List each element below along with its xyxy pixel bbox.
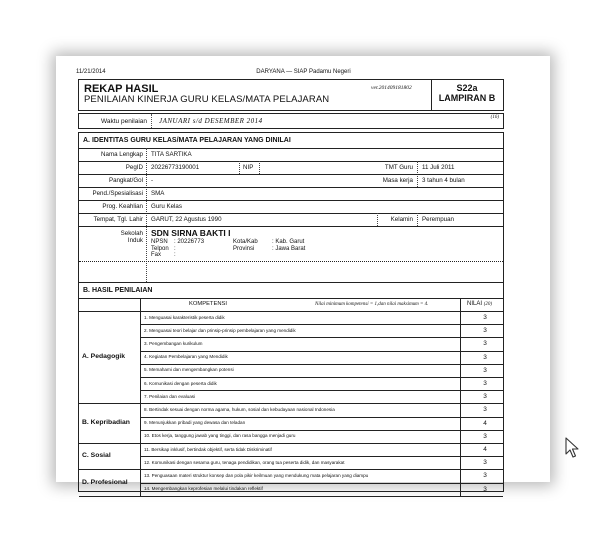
print-source: DARYANA — SIAP Padamu Negeri (256, 69, 351, 75)
competency-group-label: B. Kepribadian (82, 419, 130, 427)
competency-group-label: D. Profesional (82, 478, 128, 486)
nilai-value: 3 (483, 353, 487, 361)
page-number: (16) (490, 115, 499, 120)
row-divider (79, 187, 503, 188)
nilai-value: 3 (483, 393, 487, 401)
pangkat-value: - (151, 177, 154, 184)
row-divider (79, 213, 503, 214)
telpon-value: : (174, 245, 176, 252)
kota-label: Kota/Kab (233, 239, 258, 245)
row-divider (79, 469, 503, 470)
col-separator (377, 213, 378, 226)
page-header (76, 69, 531, 77)
section-a-title: A. IDENTITAS GURU KELAS/MATA PELAJARAN YANG DINILAI (83, 137, 291, 144)
nilai-value: 3 (483, 366, 487, 374)
doc-subtitle: PENILAIAN KINERJA GURU KELAS/MATA PELAJARAN (84, 94, 330, 105)
fax-label: Fax (151, 252, 162, 258)
kompetensi-item: 10. Etos kerja, tanggung jawab yang tinggi, dan rasa bangga menjadi guru (144, 433, 296, 439)
row-divider (79, 298, 503, 299)
row-divider (140, 351, 503, 352)
pendidikan-value: SMA (151, 190, 165, 197)
school-name: SDN SIRNA BAKTI I (151, 228, 231, 238)
kelamin-value: Perempuan (422, 216, 454, 223)
document-page (56, 56, 550, 493)
nama-value: TITA SARTIKA (151, 151, 192, 158)
pendidikan-label: Pend./Spesialisasi (92, 190, 143, 197)
row-divider (140, 364, 503, 365)
section-b-title: B. HASIL PENILAIAN (83, 287, 153, 294)
competency-group-label: C. Sosial (82, 452, 111, 460)
provinsi-label: Provinsi (233, 245, 255, 252)
kota-value: : Kab. Garut (272, 239, 305, 245)
tmt-label: TMT Guru (384, 164, 413, 171)
group-column-separator (140, 298, 141, 496)
kompetensi-item: 1. Menguasai karakteristik peserta didik (144, 314, 225, 320)
prog-keahlian-value: Guru Kelas (151, 203, 182, 210)
npsn-value: : 20226773 (174, 239, 205, 245)
nilai-value: 3 (483, 432, 487, 440)
row-divider (79, 200, 503, 201)
kompetensi-item: 13. Penguasaan materi struktur konsep dan pola pikir keilmuan yang mendukung mata pelajaran yang diampu (144, 472, 369, 478)
waktu-label: Waktu penilaian (100, 118, 147, 125)
title-box (78, 79, 504, 111)
col-separator (259, 161, 260, 174)
value-column-separator (460, 298, 461, 496)
pegid-label: PegID (125, 164, 143, 171)
kompetensi-item: 9. Menunjukkan pribadi yang dewasa dan teladan (144, 420, 246, 426)
pegid-value: 20226773190001 (151, 164, 200, 171)
version-label: ver.201409181802 (371, 85, 412, 91)
form-code-number: S22a (456, 83, 478, 93)
nilai-header-sub: (20) (483, 302, 493, 307)
lampiran-label: LAMPIRAN B (438, 93, 496, 103)
waktu-value: JANUARI s/d DESEMBER 2014 (159, 117, 263, 125)
row-divider (79, 496, 503, 497)
mouse-pointer-icon (565, 437, 579, 459)
kelamin-label: Kelamin (390, 216, 413, 223)
row-divider (79, 261, 503, 262)
nama-label: Nama Lengkap (101, 151, 143, 158)
nilai-value: 3 (483, 314, 487, 321)
col-separator (417, 213, 418, 226)
kompetensi-item: 7. Penilaian dan evaluasi (144, 393, 196, 399)
masa-kerja-value: 3 tahun 4 bulan (422, 177, 465, 184)
row-divider (140, 483, 503, 484)
kompetensi-item: 11. Bersikap inklusif, bertindak objektif, serta tidak Diskriminatif (144, 446, 272, 452)
sekolah-label-line1: Sekolah (120, 230, 143, 237)
row-divider (140, 324, 503, 325)
nilai-value: 3 (483, 340, 487, 348)
ttl-value: GARUT, 22 Agustus 1990 (151, 216, 222, 223)
kompetensi-item: 14. Mengembangkan keprofesian melalui tindakan reflektif (144, 486, 263, 492)
col-separator (239, 161, 240, 174)
nilai-value: 3 (483, 472, 487, 480)
sekolah-label-line2: Induk (127, 237, 143, 244)
form-code (431, 83, 503, 103)
npsn-label: NPSN (151, 239, 168, 245)
sekolah-label (79, 230, 143, 244)
nilai-value: 3 (483, 380, 487, 387)
kompetensi-header: KOMPETENSI (189, 301, 228, 307)
nip-label: NIP (243, 164, 254, 171)
row-divider (140, 430, 503, 431)
kompetensi-item: 3. Pengembangan kurikulum (144, 340, 203, 346)
pangkat-label: Pangkat/Gol (108, 177, 143, 184)
waktu-box (78, 113, 504, 129)
row-divider (79, 161, 503, 162)
row-divider (79, 403, 503, 404)
masa-kerja-label: Masa kerja (382, 177, 413, 184)
telpon-label: Telpon (151, 245, 169, 252)
competency-group-label: A. Pedagogik (82, 353, 126, 361)
ttl-label: Tempat, Tgl. Lahir (93, 216, 143, 223)
kompetensi-item: 8. Bertindak sesuai dengan norma agama, hukum, sosial dan kebudayaan nasional Indonesia (144, 406, 335, 412)
row-divider (79, 174, 503, 175)
doc-title: REKAP HASIL (84, 83, 159, 95)
row-divider (140, 337, 503, 338)
row-divider (140, 390, 503, 391)
row-divider (140, 456, 503, 457)
nilai-value: 3 (483, 459, 487, 467)
nilai-value: 3 (483, 327, 487, 335)
nilai-note: Nilai minimum kompetensi = 1,dan nilai maksimum = 4. (315, 302, 429, 307)
nilai-value: 4 (483, 446, 487, 453)
provinsi-value: : Jawa Barat (272, 245, 306, 252)
prog-keahlian-label: Prog. Keahlian (102, 203, 143, 210)
row-divider (79, 311, 503, 312)
kompetensi-item: 12. Komunikasi dengan sesama guru, tenaga pendidikan, orang tua peserta didik, dan masyarakat (144, 459, 345, 465)
section-divider (79, 282, 503, 283)
nilai-value: 4 (483, 419, 487, 427)
nilai-header (467, 301, 492, 307)
kompetensi-item: 2. Menguasai teori belajar dan prinsip-prinsip pembelajaran yang mendidik (144, 327, 296, 333)
waktu-separator (151, 114, 152, 128)
form-main (78, 132, 504, 492)
print-date: 11/21/2014 (76, 69, 106, 75)
row-divider (79, 148, 503, 149)
kompetensi-item: 5. Memahami dan mengembangkan potensi (144, 367, 234, 373)
row-divider (140, 417, 503, 418)
kompetensi-item: 4. Kegiatan Pembelajaran yang Mendidik (144, 354, 228, 360)
row-divider (79, 443, 503, 444)
nilai-value: 3 (483, 485, 487, 493)
row-divider (79, 226, 503, 227)
row-divider (140, 377, 503, 378)
nilai-header-label: NILAI (467, 301, 483, 307)
tmt-value: 11 Juli 2011 (422, 164, 455, 171)
kompetensi-item: 6. Komunikasi dengan peserta didik (144, 380, 217, 386)
fax-value: : (174, 252, 176, 258)
nilai-value: 3 (483, 406, 487, 414)
